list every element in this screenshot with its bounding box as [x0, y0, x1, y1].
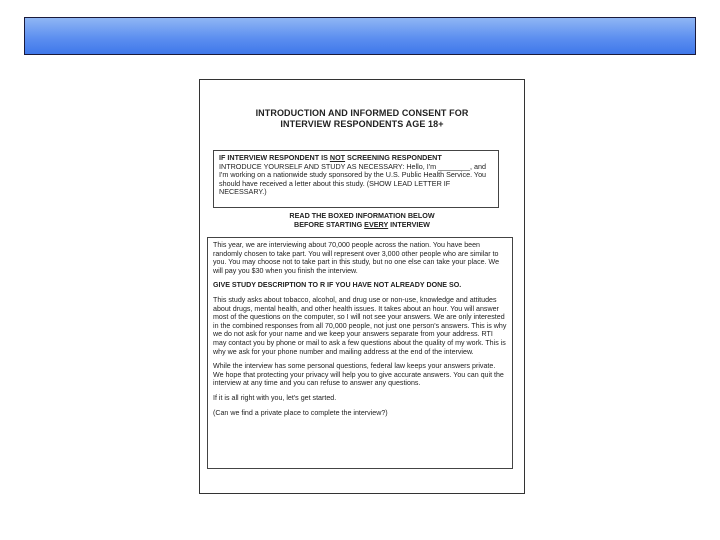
introduction-box — [213, 150, 499, 208]
read-instruction-line-2 — [200, 220, 524, 229]
heading-text-before: IF INTERVIEW RESPONDENT IS — [219, 153, 330, 162]
heading-text-after: SCREENING RESPONDENT — [345, 153, 442, 162]
boxed-consent-text — [207, 237, 513, 469]
document-title-line-2: INTERVIEW RESPONDENTS AGE 18+ — [280, 119, 444, 129]
instruction-text-underlined: EVERY — [364, 220, 389, 229]
introduction-body: INTRODUCE YOURSELF AND STUDY AS NECESSARY: Hello, I'm ________, and I'm working on a nationwide study sponsored by the U.S. Public Health Service. You should have received a letter about this study. (SHOW LEAD LETTER IF NECESSARY.) — [219, 161, 487, 197]
document-title-line-1: INTRODUCTION AND INFORMED CONSENT FOR — [255, 108, 469, 118]
read-instruction-line-1: READ THE BOXED INFORMATION BELOW — [289, 211, 435, 220]
consent-paragraph-1: This year, we are interviewing about 70,000 people across the nation. You have been randomly chosen to take part. You will represent over 3,000 other people who are similar to you. You may choose not to take part in this study, but no one else can take your place. We will pay you $30 when you finish the interview. — [213, 241, 500, 275]
slide-title-bar — [24, 17, 696, 55]
document-title — [200, 108, 524, 130]
consent-document — [199, 79, 525, 494]
consent-paragraph-5: If it is all right with you, let's get started. — [213, 393, 337, 402]
heading-text-underlined: NOT — [329, 153, 346, 162]
consent-paragraph-6: (Can we find a private place to complete the interview?) — [213, 408, 388, 417]
consent-paragraph-4: While the interview has some personal questions, federal law keeps your answers private. We hope that protecting your privacy will help you to give accurate answers. You can quit the interview at any time and you can refuse to answer any questions. — [213, 362, 504, 388]
instruction-text-after: INTERVIEW — [388, 220, 430, 229]
consent-paragraph-3: This study asks about tobacco, alcohol, and drug use or non-use, knowledge and attitudes about drugs, mental health, and other health issues. It takes about an hour. You will answer most of the questions on the computer, so I will not see your answers. We are only interested in the combined responses from all 70,000 people, not just one person's answers. This is why we do not ask for your name and we keep your answers separate from your address. RTI may contact you by phone or mail to ask a few questions about the quality of my work. This is why we ask for your phone number and mailing address at the end of the interview. — [213, 295, 507, 356]
read-instruction — [200, 211, 524, 229]
consent-paragraph-2: GIVE STUDY DESCRIPTION TO R IF YOU HAVE NOT ALREADY DONE SO. — [213, 281, 462, 290]
instruction-text-before: BEFORE STARTING — [294, 220, 365, 229]
